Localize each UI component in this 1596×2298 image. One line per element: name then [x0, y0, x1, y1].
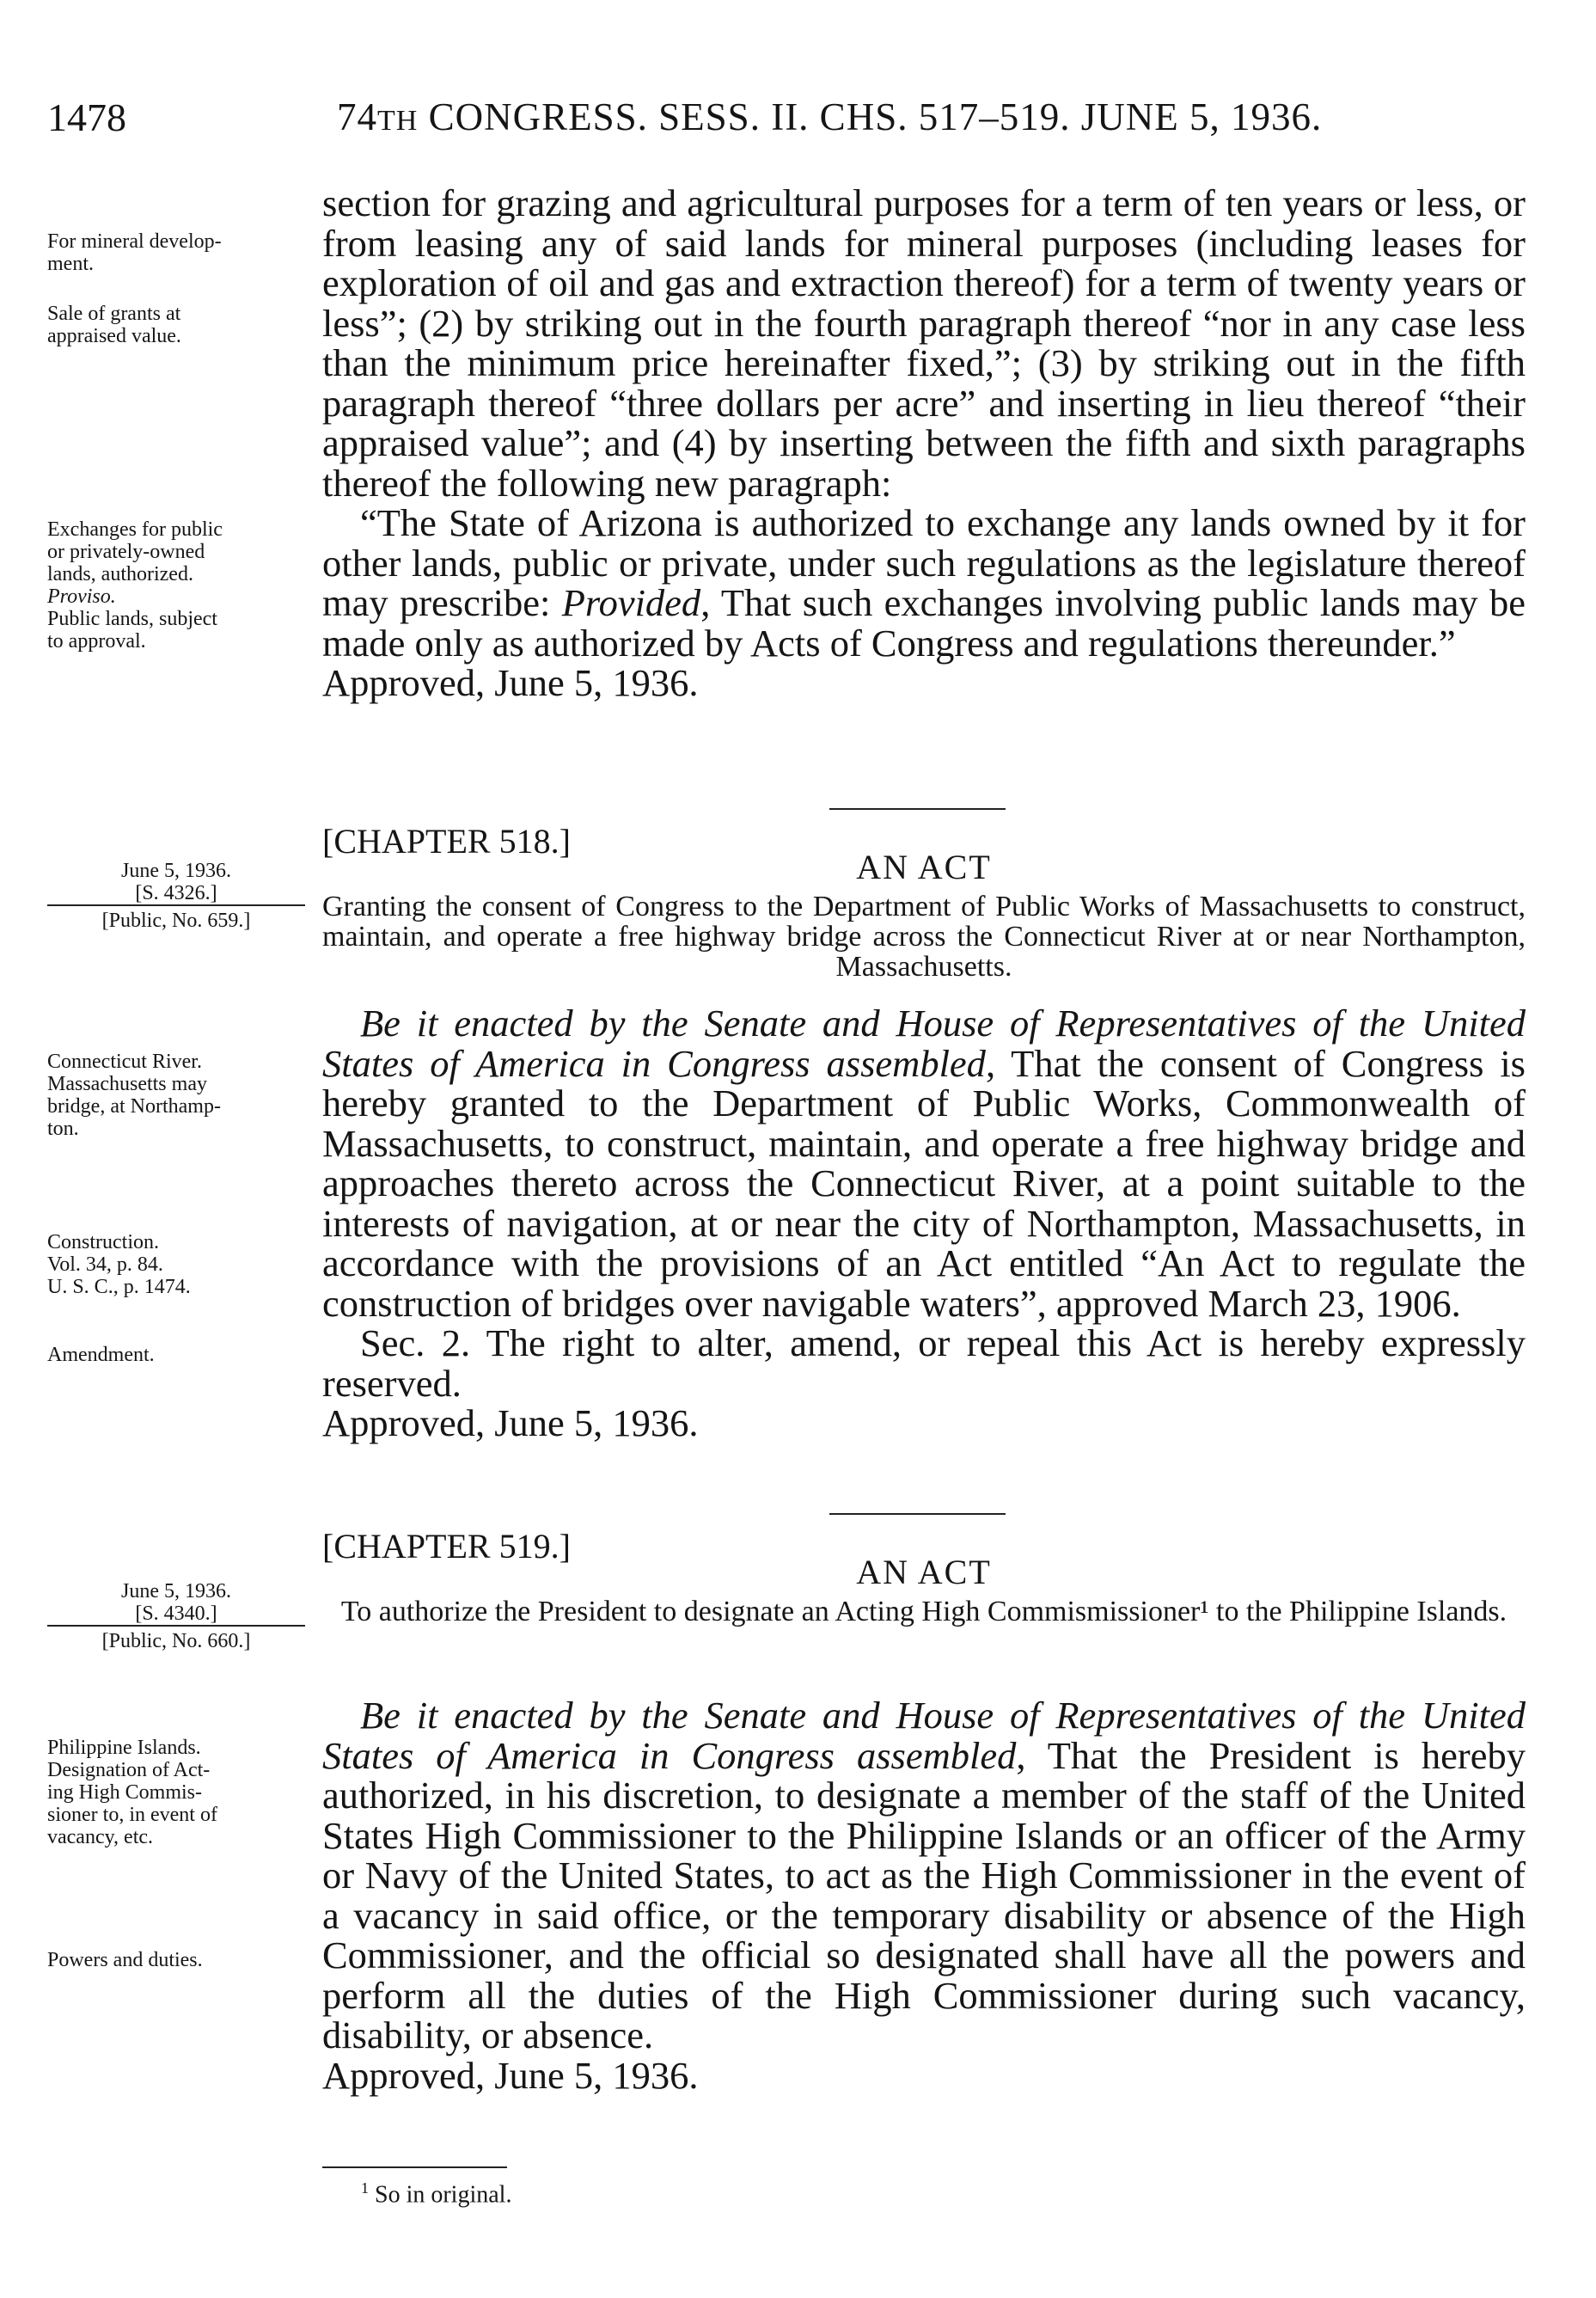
chapter-519-label: [CHAPTER 519.] [322, 1527, 571, 1566]
chapter-519-section-1 [322, 1695, 1526, 2056]
sidenote-line: Connecticut River. [47, 1051, 202, 1073]
section-2-text: The right to alter, amend, or repeal this Act is hereby expressly reserved. [322, 1321, 1526, 1405]
continuation-paragraph: section for grazing and agricultural purposes for a term of ten years or less, or from leasing any of said lands for mineral purposes (including leases for exploration of oil and gas and extraction thereof) for a term of twenty years or less”; (2) by striking out in the fourth paragraph thereof “nor in any case less than the minimum price hereinafter fixed,”; (3) by striking out in the fifth paragraph thereof “three dollars per acre” and inserting in lieu thereof “their appraised value”; and (4) by inserting between the fifth and sixth paragraphs thereof the following new paragraph: [322, 181, 1526, 505]
sidenote-ch519-dates [47, 1580, 305, 1652]
sidenote-line: bridge, at Northamp- [47, 1095, 221, 1118]
sidenote-line: vacancy, etc. [47, 1826, 154, 1848]
running-head-ordinal: TH [377, 105, 419, 137]
sidenote-sale [47, 303, 314, 347]
sidenote-line: to approval. [47, 630, 146, 653]
enacting-clause: Be it enacted by the Senate and House of Representatives of the United States of America in Congress assembled [322, 1694, 1526, 1777]
chapter-separator-rule [829, 1513, 1006, 1515]
sidenote-line: Massachusetts may [47, 1073, 207, 1095]
sidenote-line: For mineral develop- [47, 230, 222, 253]
sidenote-construction [47, 1231, 314, 1298]
sidenote-line: Construction. [47, 1231, 159, 1253]
sidenote-bill: [S. 4326.] [135, 882, 217, 904]
running-header [47, 95, 1560, 146]
sidenote-line: sioner to, in event of [47, 1804, 217, 1826]
sidenote-line: U. S. C., p. 1474. [47, 1276, 191, 1298]
chapter-518-label: [CHAPTER 518.] [322, 822, 571, 861]
chapter-518-section-2 [322, 1323, 1526, 1403]
running-head [337, 95, 1322, 139]
sidenote-bill: [S. 4340.] [135, 1602, 217, 1625]
approved-line: Approved, June 5, 1936. [322, 2053, 699, 2097]
page-number: 1478 [47, 95, 126, 139]
running-head-congress-number: 74 [337, 95, 377, 138]
chapter-518-purpose: Granting the consent of Congress to the Department of Public Works of Massachusetts to construct, maintain, and operate a free highway bridge across the Connecticut River at or near Northampton, Massachusetts. [322, 891, 1526, 983]
sidenote-line: Public lands, subject [47, 608, 217, 630]
provided-italic: Provided [561, 581, 701, 624]
arizona-text-start: “The State of Arizona is authorized to exchange any lands owned by it for other lands, public or private, under such regulations as the legislature thereof may prescribe: [322, 501, 1526, 624]
sidenote-public-law: [Public, No. 659.] [47, 904, 305, 932]
chapter-518-body [322, 1003, 1526, 1443]
sidenote-philippine [47, 1737, 314, 1848]
sidenote-mineral [47, 230, 314, 275]
running-head-text: CONGRESS. SESS. II. CHS. 517–519. JUNE 5, 1936. [418, 95, 1323, 138]
sidenote-line: Powers and duties. [47, 1949, 203, 1971]
sidenote-line: Amendment. [47, 1344, 155, 1366]
sidenote-line: Sale of grants at [47, 303, 181, 325]
sidenote-line: Vol. 34, p. 84. [47, 1253, 163, 1276]
sidenote-date: June 5, 1936. [121, 860, 231, 882]
approved-line: Approved, June 5, 1936. [322, 661, 699, 704]
section-1-text: , That the consent of Congress is hereby granted to the Department of Public Works, Commonwealth of Massachusetts, to construct, maintain, and operate a free highway bridge and approaches thereto across the Connecticut River, at a point suitable to the interests of navigation, at or near the city of Northampton, Massachusetts, in accordance with the provisions of an Act entitled “An Act to regulate the construction of bridges over navigable waters”, approved March 23, 1906. [322, 1041, 1526, 1325]
sidenote-amendment [47, 1344, 314, 1366]
sidenote-line: ment. [47, 253, 94, 275]
footnote-rule [322, 2166, 507, 2168]
chapter-518-an-act: AN ACT [856, 848, 992, 886]
sidenote-powers [47, 1949, 314, 1971]
sidenote-line: Designation of Act- [47, 1759, 211, 1781]
sidenote-line: lands, authorized. [47, 563, 193, 585]
chapter-519-an-act: AN ACT [856, 1553, 992, 1591]
sidenote-proviso: Proviso. [47, 585, 116, 608]
sidenote-ch518-dates [47, 860, 305, 932]
sidenote-line: appraised value. [47, 325, 181, 347]
sidenote-line: ing High Commis- [47, 1781, 203, 1804]
arizona-exchange-paragraph [322, 503, 1526, 663]
sidenote-line: Exchanges for public [47, 518, 223, 541]
chapter-519-purpose: To authorize the President to designate an Acting High Commismissioner¹ to the Philippine Islands. [340, 1596, 1507, 1627]
enacting-clause: Be it enacted by the Senate and House of Representatives of the United States of America in Congress assembled [322, 1002, 1526, 1085]
footnote-text: So in original. [369, 2181, 512, 2209]
chapter-518-section-1 [322, 1003, 1526, 1323]
sidenote-date: June 5, 1936. [121, 1580, 231, 1602]
top-section [322, 183, 1526, 703]
section-2-label: Sec. 2. [360, 1321, 471, 1364]
section-1-text: , That the President is hereby authorized, in his discretion, to designate a member of the staff of the United States High Commissioner to the Philippine Islands or an officer of the Army or Navy of the United States, to act as the High Commissioner in the event of a vacancy in said office, or the temporary disability or absence of the High Commissioner, and the official so designated shall have all the powers and perform all the duties of the High Commissioner during such vacancy, disability, or absence. [322, 1733, 1526, 2056]
sidenote-line: or privately-owned [47, 541, 205, 563]
approved-line: Approved, June 5, 1936. [322, 1401, 699, 1444]
footnote [361, 2179, 511, 2209]
sidenote-connecticut [47, 1051, 314, 1140]
sidenote-exchanges [47, 518, 314, 653]
chapter-separator-rule [829, 808, 1006, 810]
sidenote-line: ton. [47, 1118, 79, 1140]
sidenote-line: Philippine Islands. [47, 1737, 201, 1759]
sidenote-public-law: [Public, No. 660.] [47, 1625, 305, 1652]
arizona-text-end: , That such exchanges involving public lands may be made only as authorized by Acts of Congress and regulations thereunder.” [322, 581, 1526, 665]
footnote-marker: 1 [361, 2179, 369, 2197]
chapter-519-body [322, 1695, 1526, 2095]
